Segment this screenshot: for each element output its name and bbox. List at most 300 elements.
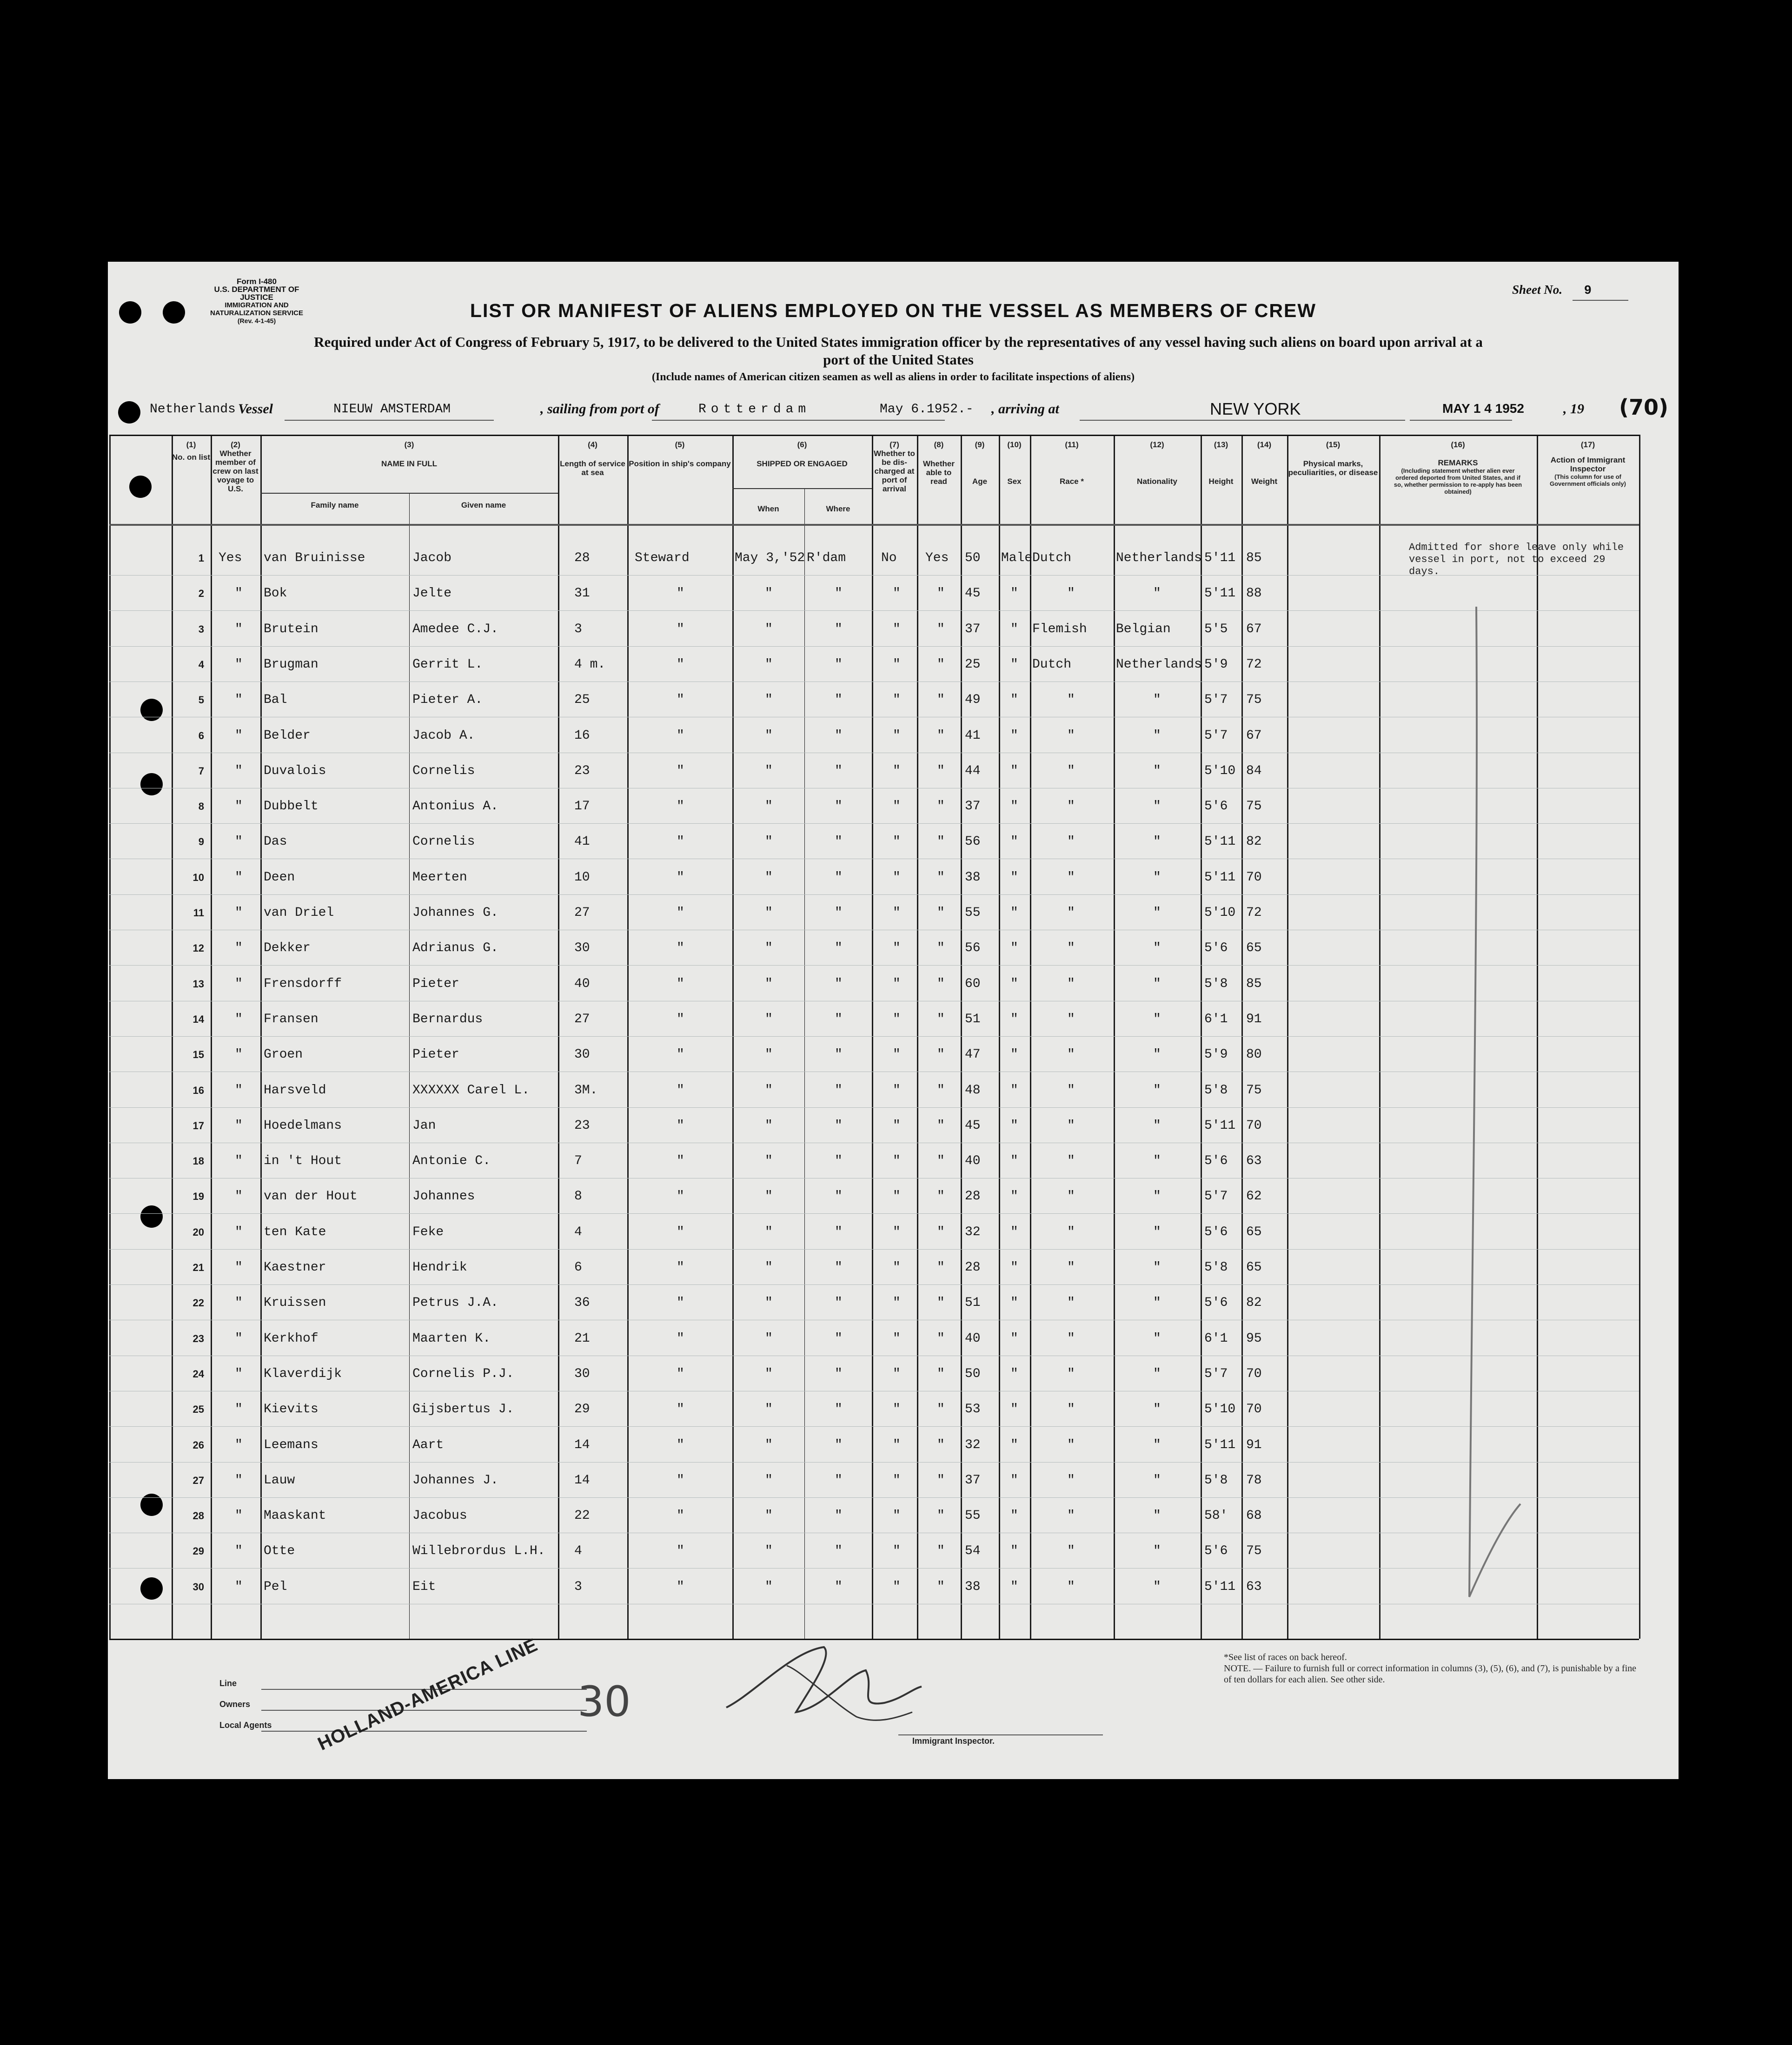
cell-nationality: " (1153, 1012, 1161, 1026)
cell-family: Duvalois (264, 763, 326, 778)
cell-nationality: Belgian (1116, 622, 1171, 636)
table-row (109, 1438, 1639, 1471)
cell-family: Dubbelt (264, 799, 319, 814)
cell-family: van der Hout (264, 1189, 358, 1204)
cell-sex: " (1010, 870, 1018, 885)
cell-nationality: Netherlands (1116, 657, 1202, 672)
cell-read: " (937, 799, 945, 814)
cell-sex: " (1010, 906, 1018, 920)
cell-read: " (937, 1509, 945, 1523)
cell-discharged: " (893, 1509, 901, 1523)
cell-where: " (835, 906, 843, 920)
cell-prev: " (235, 1579, 243, 1594)
cell-age: 44 (965, 763, 981, 778)
cell-no: 30 (192, 1581, 204, 1593)
cell-position: " (677, 1224, 684, 1239)
cell-sex: " (1010, 1224, 1018, 1239)
cell-age: 60 (965, 976, 981, 991)
cell-where: " (835, 1260, 843, 1275)
inspector-signature (717, 1638, 931, 1735)
cell-sex: " (1010, 1296, 1018, 1310)
cell-where: " (835, 941, 843, 956)
cell-nationality: " (1153, 1118, 1161, 1133)
cell-race: " (1067, 728, 1075, 743)
cell-prev: " (235, 1402, 243, 1417)
cell-family: Kaestner (264, 1260, 326, 1275)
cell-service: 29 (574, 1402, 590, 1417)
cell-when: " (765, 763, 773, 778)
cell-weight: 91 (1246, 1012, 1262, 1026)
cell-no: 24 (192, 1368, 204, 1380)
cell-family: Lauw (264, 1473, 295, 1488)
cell-no: 22 (192, 1297, 204, 1309)
cell-age: 51 (965, 1296, 981, 1310)
cell-no: 4 (198, 658, 204, 670)
table-row (109, 1260, 1639, 1294)
cell-weight: 91 (1246, 1437, 1262, 1452)
cell-race: " (1067, 976, 1075, 991)
sheet-number-field (1512, 283, 1592, 298)
cell-prev: " (235, 1260, 243, 1275)
cell-height: 5'11 (1204, 1437, 1236, 1452)
cell-discharged: " (893, 728, 901, 743)
vessel-label: Vessel (238, 401, 273, 417)
cell-prev: " (235, 586, 243, 601)
cell-weight: 82 (1246, 1296, 1262, 1310)
cell-where: " (835, 1189, 843, 1204)
cell-when: " (765, 834, 773, 849)
cell-race: " (1067, 1366, 1075, 1381)
cell-sex: " (1010, 1331, 1018, 1346)
cell-prev: " (235, 1047, 243, 1062)
cell-read: " (937, 976, 945, 991)
cell-read: " (937, 1402, 945, 1417)
table-row (109, 977, 1639, 1010)
cell-discharged: " (893, 1224, 901, 1239)
cell-given: Willebrordus L.H. (412, 1544, 545, 1559)
cell-discharged: " (893, 1579, 901, 1594)
cell-given: Hendrik (412, 1260, 467, 1275)
cell-service: 30 (574, 1366, 590, 1381)
cell-height: 5'8 (1204, 1473, 1228, 1488)
cell-when: " (765, 1473, 773, 1488)
cell-weight: 65 (1246, 941, 1262, 956)
table-row (109, 1509, 1639, 1542)
cell-family: ten Kate (264, 1224, 326, 1239)
table-row (109, 1047, 1639, 1081)
cell-sex: " (1010, 1260, 1018, 1275)
table-row (109, 834, 1639, 868)
cell-where: " (835, 1437, 843, 1452)
cell-discharged: " (893, 1118, 901, 1133)
cell-position: " (677, 1544, 684, 1559)
cell-family: Bal (264, 693, 287, 708)
sheet-label: Sheet No. (1512, 283, 1562, 297)
col-header-8: (8) Whether able to read (923, 440, 955, 486)
table-row (109, 1473, 1639, 1507)
cell-prev: " (235, 1544, 243, 1559)
col-header-14: (14) Weight (1251, 440, 1278, 486)
cell-family: Belder (264, 728, 311, 743)
cell-age: 45 (965, 586, 981, 601)
cell-family: Kerkhof (264, 1331, 319, 1346)
cell-nationality: " (1153, 1083, 1161, 1098)
cell-service: 40 (574, 976, 590, 991)
cell-age: 25 (965, 657, 981, 672)
cell-where: " (835, 834, 843, 849)
arrival-port: NEW YORK (1210, 399, 1301, 418)
cell-sex: " (1010, 1118, 1018, 1133)
cell-discharged: " (893, 586, 901, 601)
cell-given: Maarten K. (412, 1331, 491, 1346)
cell-position: " (677, 1260, 684, 1275)
cell-height: 5'6 (1204, 799, 1228, 814)
cell-height: 5'5 (1204, 622, 1228, 636)
cell-discharged: " (893, 834, 901, 849)
cell-family: Fransen (264, 1012, 319, 1026)
cell-weight: 75 (1246, 1083, 1262, 1098)
cell-weight: 67 (1246, 728, 1262, 743)
cell-height: 5'11 (1204, 551, 1236, 565)
cell-weight: 75 (1246, 799, 1262, 814)
cell-service: 4 (574, 1544, 582, 1559)
cell-nationality: " (1153, 1544, 1161, 1559)
cell-discharged: " (893, 1260, 901, 1275)
cell-family: Bok (264, 586, 287, 601)
cell-service: 21 (574, 1331, 590, 1346)
cell-read: " (937, 1118, 945, 1133)
cell-discharged: " (893, 1189, 901, 1204)
subtitle-note: (Include names of American citizen seamen as well as aliens in order to facilitate inspections of aliens) (651, 371, 1135, 383)
cell-nationality: " (1153, 1402, 1161, 1417)
cell-age: 53 (965, 1402, 981, 1417)
inspector-label: Immigrant Inspector. (912, 1736, 995, 1746)
cell-discharged: " (893, 941, 901, 956)
cell-when: " (765, 799, 773, 814)
cell-prev: " (235, 622, 243, 636)
cell-position: " (677, 1437, 684, 1452)
cell-prev: " (235, 1083, 243, 1098)
cell-family: Kruissen (264, 1296, 326, 1310)
cell-sex: " (1010, 1509, 1018, 1523)
cell-nationality: " (1153, 693, 1161, 708)
cell-sex: " (1010, 799, 1018, 814)
cell-sex: " (1010, 728, 1018, 743)
cell-height: 5'7 (1204, 1189, 1228, 1204)
cell-nationality: " (1153, 1366, 1161, 1381)
cell-service: 23 (574, 763, 590, 778)
cell-sex: " (1010, 586, 1018, 601)
cell-nationality: " (1153, 763, 1161, 778)
cell-race: " (1067, 586, 1075, 601)
cell-race: " (1067, 1154, 1075, 1169)
cell-when: " (765, 1331, 773, 1346)
cell-service: 17 (574, 799, 590, 814)
cell-position: " (677, 1296, 684, 1310)
cell-no: 25 (192, 1403, 204, 1416)
cell-race: " (1067, 799, 1075, 814)
cell-family: Otte (264, 1544, 295, 1559)
cell-position: " (677, 1083, 684, 1098)
cell-nationality: Netherlands (1116, 551, 1202, 565)
cell-race: " (1067, 1402, 1075, 1417)
cell-discharged: " (893, 657, 901, 672)
cell-prev: " (235, 693, 243, 708)
cell-given: Jacobus (412, 1509, 467, 1523)
cell-discharged: " (893, 1047, 901, 1062)
cell-no: 19 (192, 1191, 204, 1203)
cell-position: " (677, 941, 684, 956)
cell-height: 5'10 (1204, 1402, 1236, 1417)
cell-age: 55 (965, 906, 981, 920)
cell-position: " (677, 657, 684, 672)
cell-age: 56 (965, 834, 981, 849)
sheet-number: 9 (1584, 284, 1592, 298)
cell-height: 5'8 (1204, 1260, 1228, 1275)
cell-weight: 84 (1246, 763, 1262, 778)
table-row (109, 941, 1639, 974)
cell-family: Dekker (264, 941, 311, 956)
cell-service: 4 m. (574, 657, 606, 672)
cell-position: " (677, 622, 684, 636)
cell-read: " (937, 1083, 945, 1098)
col-header-16: (16) REMARKS (Including statement whether alien ever ordered deported from United States, and if so, whether permission to re-apply has been obtained) (1394, 440, 1522, 495)
cell-nationality: " (1153, 1189, 1161, 1204)
cell-prev: " (235, 657, 243, 672)
cell-prev: " (235, 1331, 243, 1346)
cell-age: 49 (965, 693, 981, 708)
cell-age: 28 (965, 1260, 981, 1275)
cell-sex: " (1010, 763, 1018, 778)
cell-read: " (937, 906, 945, 920)
cell-read: " (937, 1189, 945, 1204)
manifest-table (109, 435, 1639, 1639)
cell-race: " (1067, 1331, 1075, 1346)
cell-prev: " (235, 834, 243, 849)
cell-service: 23 (574, 1118, 590, 1133)
cell-nationality: " (1153, 1260, 1161, 1275)
arriving-label: , arriving at (991, 401, 1059, 417)
cell-family: in 't Hout (264, 1154, 342, 1169)
col-header-5: (5) Position in ship's company (629, 440, 731, 468)
cell-nationality: " (1153, 1579, 1161, 1594)
cell-service: 36 (574, 1296, 590, 1310)
cell-position: " (677, 1473, 684, 1488)
table-row (109, 1296, 1639, 1329)
cell-when: " (765, 1154, 773, 1169)
cell-discharged: " (893, 799, 901, 814)
cell-height: 6'1 (1204, 1012, 1228, 1026)
cell-race: Dutch (1032, 657, 1072, 672)
col-header-11: (11) Race * (1060, 440, 1084, 486)
cell-read: " (937, 728, 945, 743)
cell-read: " (937, 1366, 945, 1381)
cell-given: Aart (412, 1437, 444, 1452)
cell-sex: " (1010, 1437, 1018, 1452)
cell-service: 6 (574, 1260, 582, 1275)
footer-note (1224, 1652, 1642, 1685)
cell-race: " (1067, 1437, 1075, 1452)
cell-no: 20 (192, 1226, 204, 1238)
cell-weight: 68 (1246, 1509, 1262, 1523)
cell-no: 12 (192, 942, 204, 954)
cell-height: 5'7 (1204, 1366, 1228, 1381)
cell-given: Jelte (412, 586, 452, 601)
cell-where: " (835, 1047, 843, 1062)
cell-when: " (765, 1224, 773, 1239)
cell-no: 11 (193, 907, 204, 919)
cell-family: Groen (264, 1047, 303, 1062)
cell-weight: 78 (1246, 1473, 1262, 1488)
cell-age: 40 (965, 1154, 981, 1169)
cell-no: 7 (198, 765, 204, 777)
cell-family: Maaskant (264, 1509, 326, 1523)
cell-read: Yes (925, 551, 949, 565)
cell-prev: " (235, 1509, 243, 1523)
cell-where: " (835, 799, 843, 814)
cell-nationality: " (1153, 941, 1161, 956)
cell-when: " (765, 1366, 773, 1381)
table-row (109, 1544, 1639, 1577)
cell-nationality: " (1153, 799, 1161, 814)
cell-weight: 95 (1246, 1331, 1262, 1346)
cell-where: R'dam (807, 551, 846, 565)
cell-no: 1 (198, 552, 204, 564)
cell-service: 10 (574, 870, 590, 885)
cell-age: 40 (965, 1331, 981, 1346)
cell-family: Brutein (264, 622, 319, 636)
company-stamp: HOLLAND-AMERICA LINE (314, 1635, 541, 1755)
cell-race: " (1067, 1012, 1075, 1026)
table-row (109, 622, 1639, 655)
cell-race: " (1067, 1083, 1075, 1098)
arrival-date: MAY 1 4 1952 (1442, 401, 1524, 416)
cell-given: Eit (412, 1579, 436, 1594)
cell-age: 28 (965, 1189, 981, 1204)
cell-family: Das (264, 834, 287, 849)
cell-read: " (937, 1579, 945, 1594)
cell-given: XXXXXX Carel L. (412, 1083, 530, 1098)
cell-when: " (765, 728, 773, 743)
cell-position: " (677, 1154, 684, 1169)
cell-height: 5'9 (1204, 657, 1228, 672)
cell-no: 14 (192, 1013, 204, 1025)
cell-no: 28 (192, 1510, 204, 1522)
cell-discharged: " (893, 1437, 901, 1452)
cell-height: 5'10 (1204, 906, 1236, 920)
cell-weight: 72 (1246, 657, 1262, 672)
cell-given: Bernardus (412, 1012, 483, 1026)
cell-position: " (677, 976, 684, 991)
col-header-3b: Given name (461, 501, 506, 510)
table-row (109, 870, 1639, 904)
table-row (109, 1580, 1639, 1613)
cell-where: " (835, 763, 843, 778)
cell-no: 9 (198, 836, 204, 848)
cell-where: " (835, 870, 843, 885)
cell-weight: 70 (1246, 870, 1262, 885)
cell-where: " (835, 1118, 843, 1133)
cell-race: " (1067, 1473, 1075, 1488)
cell-nationality: " (1153, 1154, 1161, 1169)
cell-no: 15 (192, 1049, 204, 1061)
revision: (Rev. 4-1-45) (237, 317, 276, 324)
cell-when: " (765, 941, 773, 956)
handwritten-count: (70) (1619, 395, 1669, 420)
cell-sex: " (1010, 1473, 1018, 1488)
cell-weight: 75 (1246, 1544, 1262, 1559)
agents-label: Local Agents (219, 1721, 272, 1730)
cell-read: " (937, 1224, 945, 1239)
cell-discharged: " (893, 906, 901, 920)
cell-position: " (677, 1579, 684, 1594)
cell-position: " (677, 1366, 684, 1381)
cell-prev: " (235, 1296, 243, 1310)
cell-discharged: " (893, 1402, 901, 1417)
table-row (109, 693, 1639, 726)
cell-no: 13 (192, 978, 204, 990)
col-header-13: (13) Height (1208, 440, 1234, 486)
cell-prev: " (235, 1473, 243, 1488)
cell-weight: 65 (1246, 1260, 1262, 1275)
cell-no: 10 (192, 871, 204, 883)
cell-given: Feke (412, 1224, 444, 1239)
cell-race: Flemish (1032, 622, 1087, 636)
cell-race: " (1067, 870, 1075, 885)
col-header-4: (4) Length of service at sea (560, 440, 625, 477)
table-row (109, 1012, 1639, 1046)
vessel-line (150, 395, 1669, 422)
cell-weight: 63 (1246, 1579, 1262, 1594)
cell-when: " (765, 657, 773, 672)
cell-family: Leemans (264, 1437, 319, 1452)
cell-when: " (765, 1189, 773, 1204)
cell-age: 50 (965, 551, 981, 565)
table-row (109, 764, 1639, 797)
cell-when: " (765, 870, 773, 885)
cell-position: " (677, 1189, 684, 1204)
vessel-flag: Netherlands (150, 402, 236, 417)
cell-service: 27 (574, 1012, 590, 1026)
cell-when: " (765, 693, 773, 708)
cell-position: " (677, 870, 684, 885)
cell-race: " (1067, 1579, 1075, 1594)
cell-discharged: No (881, 551, 897, 565)
cell-age: 37 (965, 799, 981, 814)
cell-sex: " (1010, 1012, 1018, 1026)
cell-height: 5'9 (1204, 1047, 1228, 1062)
cell-discharged: " (893, 1473, 901, 1488)
cell-where: " (835, 1154, 843, 1169)
cell-race: " (1067, 906, 1075, 920)
cell-family: van Driel (264, 906, 334, 920)
cell-prev: " (235, 728, 243, 743)
cell-weight: 72 (1246, 906, 1262, 920)
cell-family: Klaverdijk (264, 1366, 342, 1381)
col-header-12: (12) Nationality (1137, 440, 1177, 486)
cell-where: " (835, 1473, 843, 1488)
cell-read: " (937, 941, 945, 956)
cell-discharged: " (893, 870, 901, 885)
cell-family: van Bruinisse (264, 551, 365, 565)
cell-no: 23 (192, 1332, 204, 1344)
cell-age: 45 (965, 1118, 981, 1133)
cell-service: 3 (574, 622, 582, 636)
cell-nationality: " (1153, 1437, 1161, 1452)
cell-height: 5'11 (1204, 586, 1236, 601)
cell-prev: " (235, 1189, 243, 1204)
cell-given: Jacob (412, 551, 452, 565)
